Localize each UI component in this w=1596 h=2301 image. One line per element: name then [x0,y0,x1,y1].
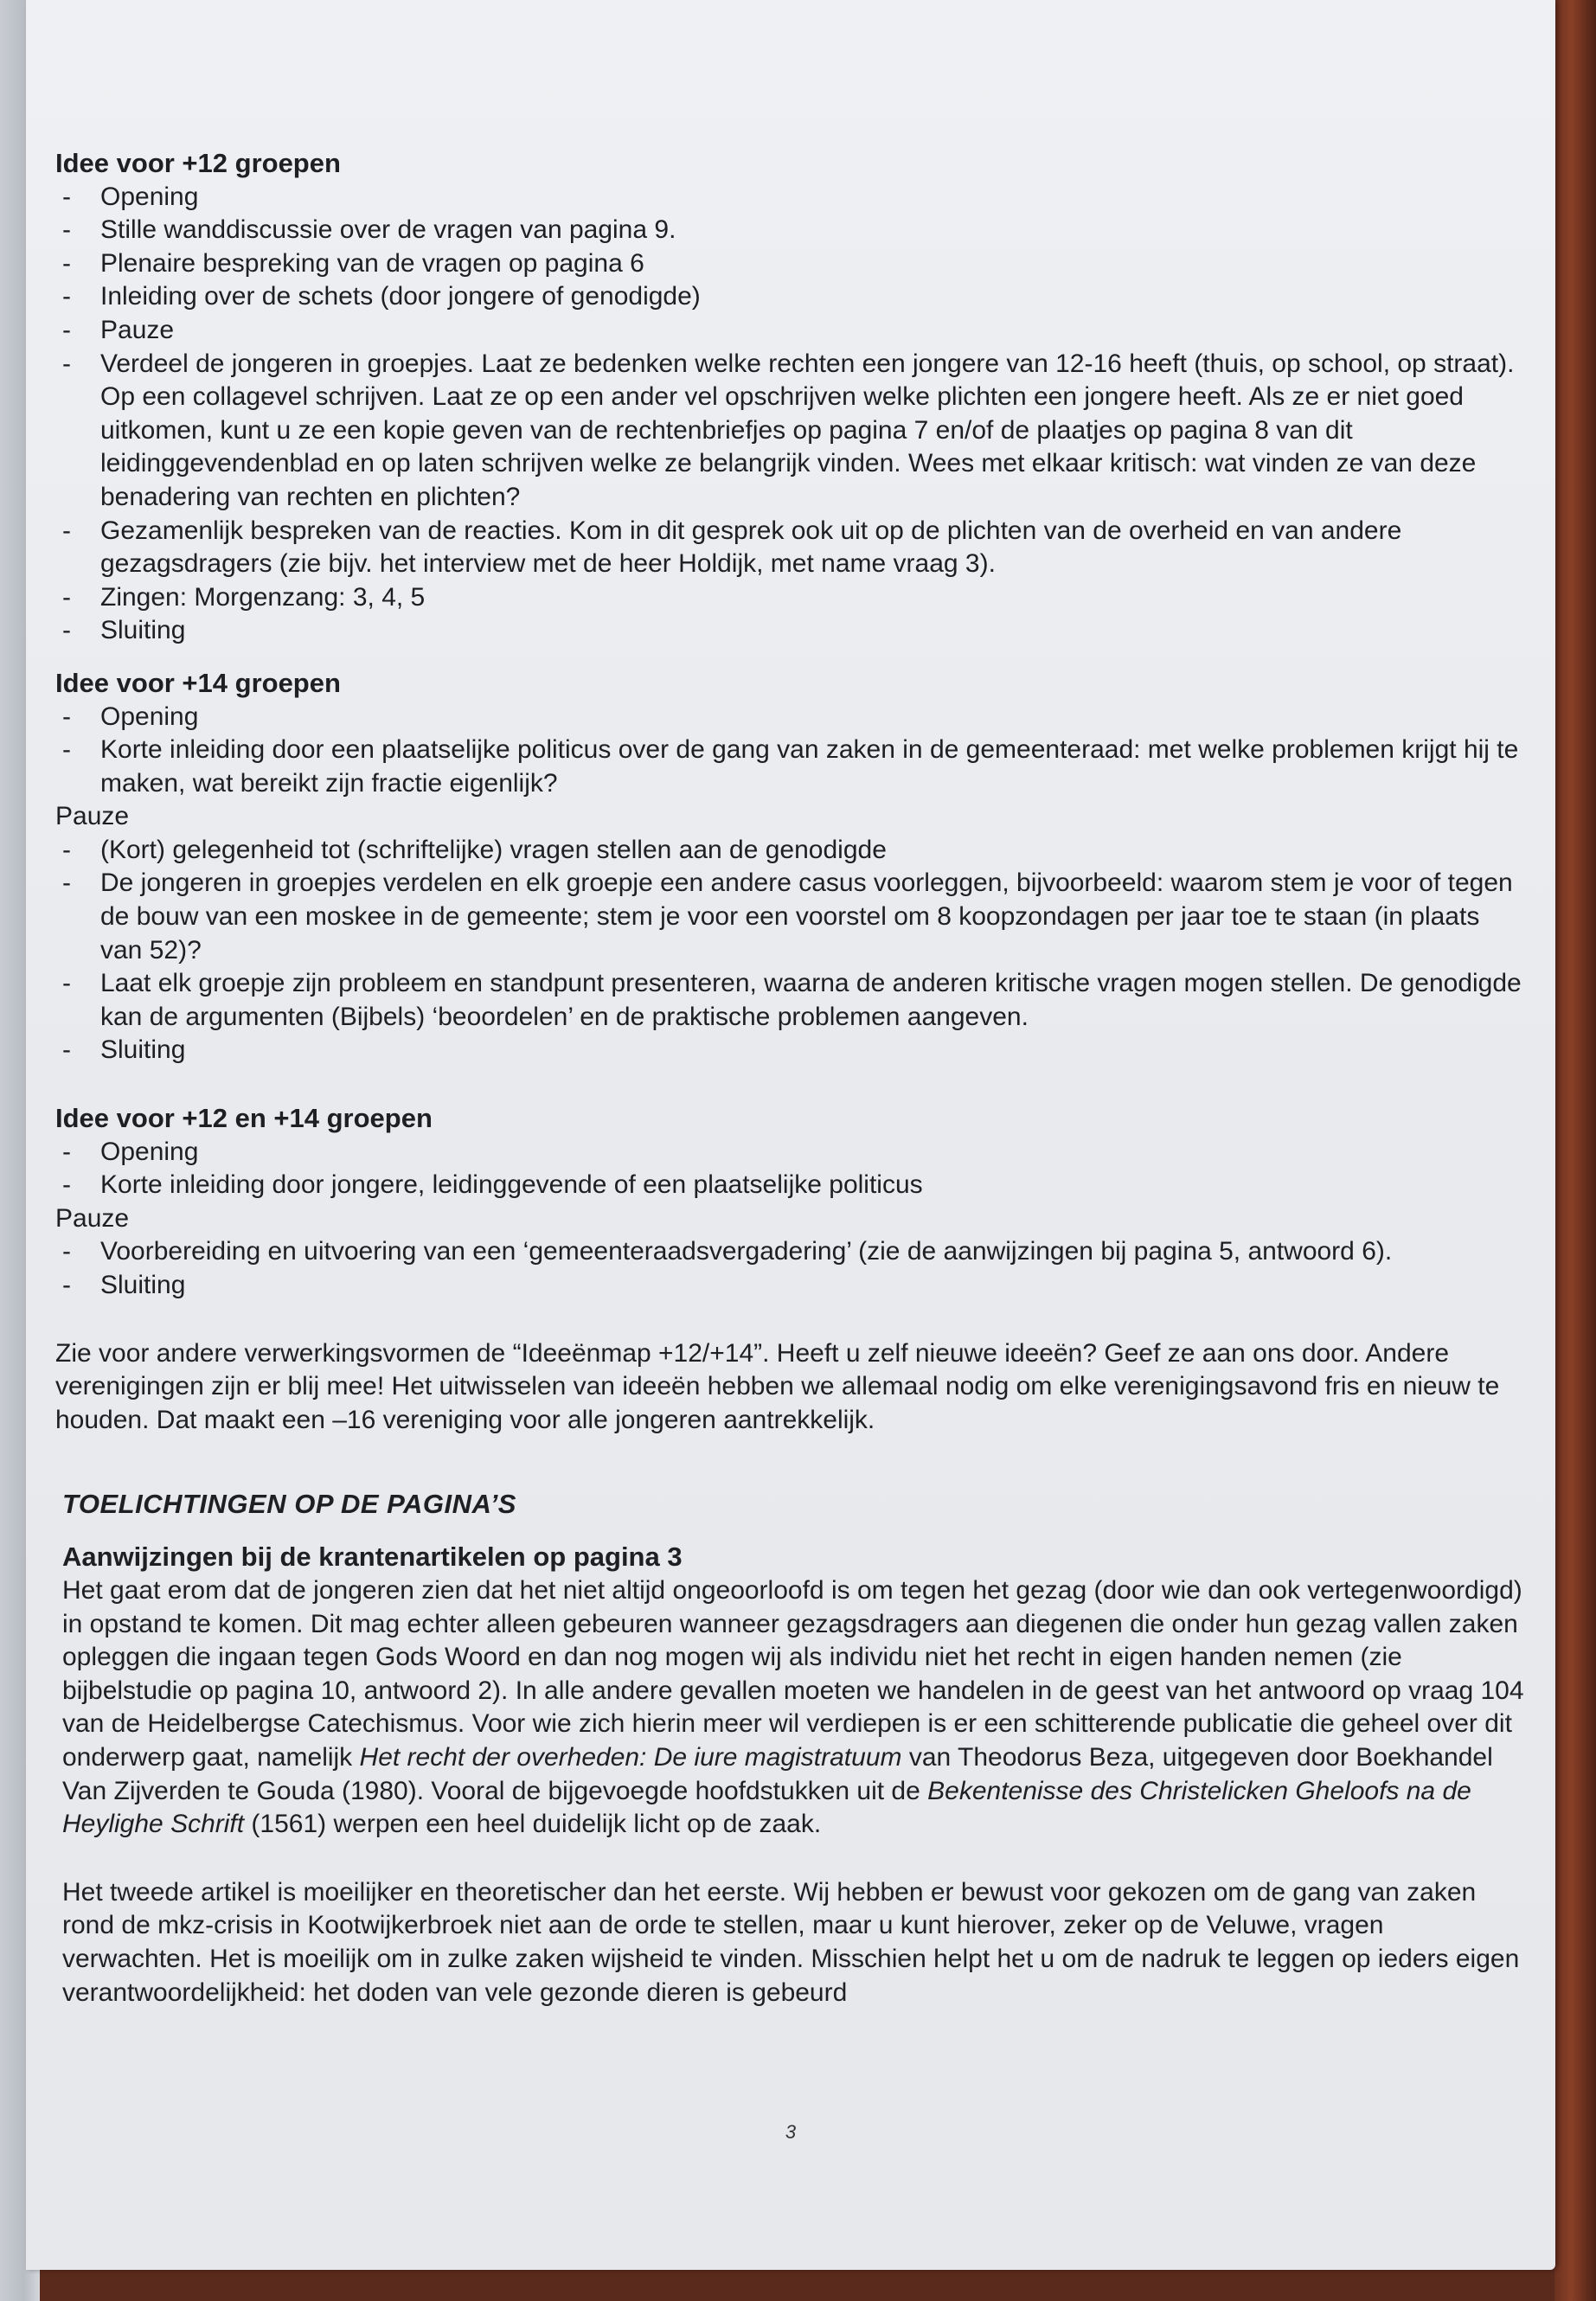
list-item: - Plenaire bespreking van de vragen op pagina 6 [55,247,1526,281]
closing-paragraph: Zie voor andere verwerkingsvormen de “Ideeënmap +12/+14”. Heeft u zelf nieuwe ideeën? Geef ze aan ons door. Andere verenigingen zijn er blij mee! Het uitwisselen van ideeën hebben we allemaal nodig om elke verenigingsavond fris en nieuw te houden. Dat maakt een –16 vereniging voor alle jongeren aantrekkelijk. [55,1338,1500,1434]
list-item: - Korte inleiding door een plaatselijke politicus over de gang van zaken in de gemeenteraad: met welke problemen krijgt hij te maken, wat bereikt zijn fractie eigenlijk? [55,734,1526,800]
list-item: - Sluiting [55,614,1526,648]
idea-block-12-14 [55,1102,1526,1303]
block-title: Idee voor +12 en +14 groepen [55,1103,433,1134]
idea-block-14 [55,667,1526,1067]
paragraph-text: van Theodorus Beza, uitgegeven door Boekhandel Van Zijverden te Gouda (1980). Vooral de bijgevoegde hoofdstukken uit de [62,1742,1493,1805]
list-item: - Stille wanddiscussie over de vragen van pagina 9. [55,214,1526,247]
list-item: - Zingen: Morgenzang: 3, 4, 5 [55,581,1526,615]
book-title: Bekentenisse des Christelicken Gheloofs na de Heylighe Schrift [62,1776,1471,1839]
list-item: - Sluiting [55,1269,1526,1303]
idea-list [55,834,1526,1067]
block-title: Idee voor +12 groepen [55,148,341,178]
list-item: - Korte inleiding door jongere, leidinggevende of een plaatselijke politicus [55,1169,1526,1202]
section-title: TOELICHTINGEN OP DE PAGINA’S [62,1489,516,1520]
list-item: - Voorbereiding en uitvoering van een ‘gemeenteraadsvergadering’ (zie de aanwijzingen bij pagina 5, antwoord 6). [55,1235,1526,1269]
block-title: Idee voor +14 groepen [55,667,341,698]
list-item: - Opening [55,701,1526,734]
list-item: - Verdeel de jongeren in groepjes. Laat ze bedenken welke rechten een jongere van 12-16 heeft (thuis, op school, op straat). Op een collagevel schrijven. Laat ze op een ander vel opschrijven welke plichten een jongere heeft. Als ze er niet goed uitkomen, kunt u ze een kopie geven van de rechtenbriefjes op pagina 7 en/of de plaatjes op pagina 8 van dit leidinggevendenblad en op laten schrijven welke ze belangrijk vinden. Wees met elkaar kritisch: wat vinden ze van deze benadering van rechten en plichten? [55,348,1526,515]
list-item: - Opening [55,1136,1526,1170]
idea-block-12 [55,147,1526,648]
list-item: - Laat elk groepje zijn probleem en standpunt presenteren, waarna de anderen kritische vragen mogen stellen. De genodigde kan de argumenten (Bijbels) ‘beoordelen’ en de praktische problemen aangeven. [55,967,1526,1034]
idea-list [55,1235,1526,1302]
page-number: 3 [785,2121,797,2143]
idea-list [55,701,1526,801]
page-content [55,147,1526,2009]
pause-line: Pauze [55,802,130,831]
list-item: - Opening [55,181,1526,215]
list-item: - Sluiting [55,1034,1526,1067]
explanation-paragraph-2: Het tweede artikel is moeilijker en theoretischer dan het eerste. Wij hebben er bewust voor gekozen om de gang van zaken rond de mkz-crisis in Kootwijkerbroek niet aan de orde te stellen, maar u kunt hierover, zeker op de Veluwe, vragen verwachten. Het is moeilijk om in zulke zaken wijsheid te vinden. Misschien helpt het u om de nadruk te leggen op ieders eigen verantwoordelijkheid: het doden van vele gezonde dieren is gebeurd [62,1877,1520,2007]
right-cover-edge [1554,0,1596,2301]
paragraph-text: Het gaat erom dat de jongeren zien dat het niet altijd ongeoorloofd is om tegen het gezag (door wie dan ook vertegenwoordigd) in opstand te komen. Dit mag echter alleen gebeuren wanneer gezagsdragers aan diegenen die onder hun gezag vallen zaken opleggen die ingaan tegen Gods Woord en dan nog mogen wij als individu niet het recht in eigen handen nemen (zie bijbelstudie op pagina 10, antwoord 2). In alle andere gevallen moeten we handelen in de geest van het antwoord op vraag 104 van de Heidelbergse Catechismus. Voor wie zich hierin meer wil verdiepen is er een schitterende publicatie die geheel over dit onderwerp gaat, namelijk [62,1575,1524,1772]
book-title: Het recht der overheden: De iure magistratuum [359,1742,902,1772]
idea-list [55,1136,1526,1202]
list-item: - Gezamenlijk bespreken van de reacties. Kom in dit gesprek ook uit op de plichten van de overheid en van andere gezagsdragers (zie bijv. het interview met de heer Holdijk, met name vraag 3). [55,515,1526,581]
list-item: - De jongeren in groepjes verdelen en elk groepje een andere casus voorleggen, bijvoorbeeld: waarom stem je voor of tegen de bouw van een moskee in de gemeente; stem je voor een voorstel om 8 koopzondagen per jaar toe te staan (in plaats van 52)? [55,867,1526,967]
pause-line: Pauze [55,1203,130,1233]
paragraph-text: (1561) werpen een heel duidelijk licht op de zaak. [244,1810,822,1839]
document-page [26,0,1555,2270]
idea-list [55,181,1526,648]
subsection-title: Aanwijzingen bij de krantenartikelen op pagina 3 [62,1541,683,1573]
list-item: - Inleiding over de schets (door jongere of genodigde) [55,280,1526,314]
list-item: - Pauze [55,314,1526,348]
explanation-paragraph-1 [62,1574,1526,1842]
list-item: - (Kort) gelegenheid tot (schriftelijke) vragen stellen aan de genodigde [55,834,1526,868]
